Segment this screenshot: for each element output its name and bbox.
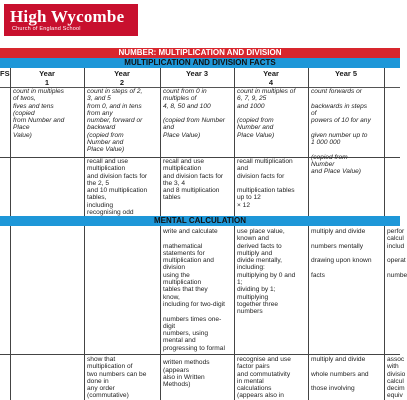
cell-mental-r1-year5: multiply and divide numbers mentally drawing upon known facts — [311, 228, 372, 279]
section-mental-heading: MENTAL CALCULATION — [0, 216, 400, 226]
cell-mental-r2-year6: assoc with divisio calcul decim equiv — [387, 356, 406, 400]
cell-mental-r1-year6: perfor calcul includ operat numbe — [387, 228, 407, 279]
cell-facts-r2-year3: recall and use multiplication and division facts for the 3, 4 and 8 multiplication tables — [163, 158, 224, 202]
cell-mental-r2-year4: recognise and use factor pairs and commutativity in mental calculations (appears also in — [237, 356, 291, 400]
header-fs-label: FS — [0, 69, 10, 78]
cell-mental-r1-year3: write and calculate mathematical statements for multiplication and division using the multiplication tables that they know, including for two-digit numbers times one- digit numbers, using mental and progressing to formal written methods (appears also in Written Methods) — [163, 228, 225, 389]
header-year4: Year 4 — [263, 69, 279, 87]
cell-mental-r2-year5: multiply and divide whole numbers and those involving — [311, 356, 369, 393]
cell-facts-r1-year1: count in multiples of twos, fives and tens (copied from Number and Place Value) — [13, 88, 65, 139]
cell-facts-r2-year4: recall multiplication and division facts for multiplication tables up to 12 × 12 — [237, 158, 295, 209]
cell-facts-r1-year4: count in multiples of 6, 7, 9, 25 and 1000 (copied from Number and Place Value) — [237, 88, 296, 139]
grid-line — [308, 68, 309, 400]
header-year3: Year 3 — [185, 69, 209, 78]
grid-line — [384, 68, 385, 400]
school-logo — [4, 4, 138, 36]
cell-facts-r2-year2: recall and use multiplication and division facts for the 2, 5 and 10 multiplication tables, including recognising odd — [87, 158, 148, 217]
logo-name: High Wycombe — [10, 7, 125, 26]
grid-line — [10, 68, 11, 400]
grid-line — [84, 68, 85, 400]
cell-facts-r1-year3: count from 0 in multiples of 4, 8, 50 and 100 (copied from Number and Place Value) — [163, 88, 225, 139]
cell-facts-r1-year2: count in steps of 2, 3, and 5 from 0, and in tens from any number, forward or backward (copied from Number and Place Value) — [87, 88, 143, 154]
cell-facts-r1-year5: count forwards or backwards in steps of powers of 10 for any given number up to 1 000 000 (copied from Number and Place Value) — [311, 88, 371, 176]
grid-line — [234, 68, 235, 400]
logo-subtitle: Church of England School — [12, 26, 81, 32]
cell-mental-r1-year4: use place value, known and derived facts to multiply and divide mentally, including: multiplying by 0 and 1; dividing by 1; multiplying together three numbers — [237, 228, 296, 316]
header-year5: Year 5 — [334, 69, 358, 78]
grid-line — [160, 68, 161, 400]
table-header-row — [0, 68, 400, 88]
header-year2: Year 2 — [114, 69, 130, 87]
section-facts-heading: MULTIPLICATION AND DIVISION FACTS — [0, 58, 400, 68]
page-title: NUMBER: MULTIPLICATION AND DIVISION — [0, 48, 400, 58]
header-year1: Year 1 — [39, 69, 55, 87]
grid-line — [0, 354, 400, 355]
header-year6 — [384, 68, 400, 87]
cell-mental-r2-year2: show that multiplication of two numbers can be done in any order (commutative) — [87, 356, 147, 400]
header-fs — [0, 68, 10, 87]
